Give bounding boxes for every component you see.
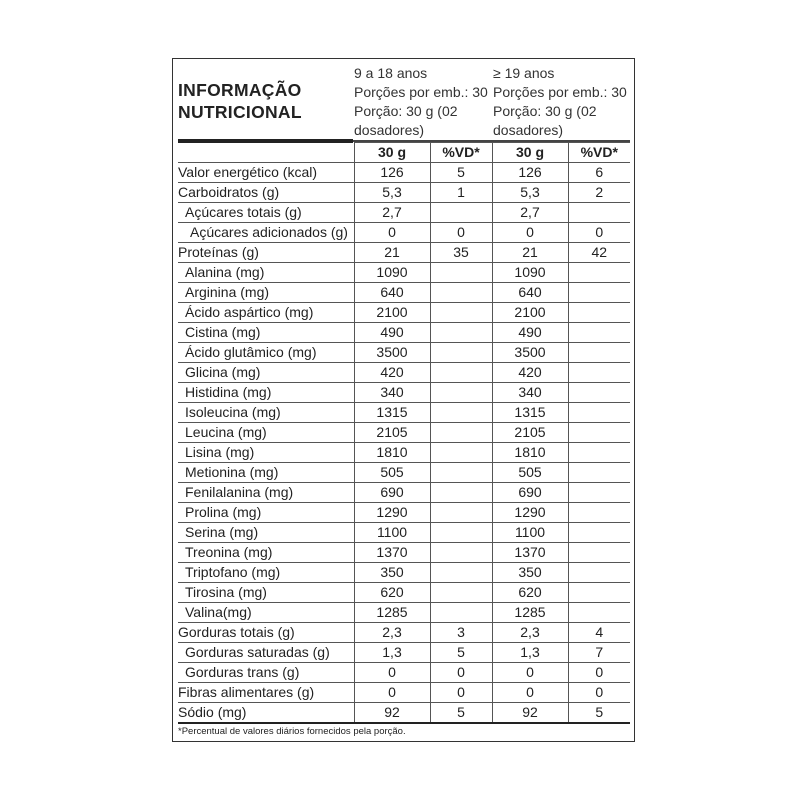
value-amount-9-18: 0 [354,663,430,683]
value-amount-9-18: 21 [354,243,430,263]
nutrient-row [178,483,630,503]
value-dv-19-plus [568,463,630,483]
value-dv-9-18 [430,463,492,483]
nutrient-row [178,643,630,663]
nutrient-row [178,683,630,703]
nutrient-label: Triptofano (mg) [178,563,354,583]
value-dv-9-18: 5 [430,643,492,663]
value-dv-19-plus [568,583,630,603]
column-header-row [178,143,630,163]
value-dv-9-18 [430,263,492,283]
value-dv-19-plus [568,563,630,583]
value-amount-19-plus: 126 [492,163,568,183]
nutrient-label: Valor energético (kcal) [178,163,354,183]
value-dv-19-plus [568,483,630,503]
value-amount-9-18: 2,7 [354,203,430,223]
value-dv-9-18 [430,503,492,523]
value-dv-9-18 [430,423,492,443]
value-amount-19-plus: 1290 [492,503,568,523]
value-amount-19-plus: 1315 [492,403,568,423]
value-amount-9-18: 340 [354,383,430,403]
nutrient-row [178,603,630,623]
age-group-label: ≥ 19 anos [493,65,555,81]
value-dv-19-plus [568,503,630,523]
column-header-amount-2: 30 g [492,143,568,163]
value-amount-19-plus: 620 [492,583,568,603]
value-amount-19-plus: 21 [492,243,568,263]
nutrient-row [178,183,630,203]
value-dv-9-18 [430,283,492,303]
value-dv-9-18 [430,483,492,503]
nutrient-label: Arginina (mg) [178,283,354,303]
value-dv-9-18: 1 [430,183,492,203]
value-amount-9-18: 490 [354,323,430,343]
value-amount-19-plus: 1370 [492,543,568,563]
nutrient-label: Treonina (mg) [178,543,354,563]
nutrition-facts-panel [172,58,635,742]
value-amount-9-18: 3500 [354,343,430,363]
value-amount-19-plus: 3500 [492,343,568,363]
value-amount-9-18: 1810 [354,443,430,463]
value-dv-19-plus: 42 [568,243,630,263]
value-dv-19-plus: 0 [568,683,630,703]
nutrient-label: Valina(mg) [178,603,354,623]
value-dv-9-18 [430,523,492,543]
portion-size-line-2: dosadores) [493,122,564,138]
nutrient-label: Isoleucina (mg) [178,403,354,423]
value-amount-9-18: 420 [354,363,430,383]
value-amount-9-18: 690 [354,483,430,503]
value-amount-9-18: 2100 [354,303,430,323]
nutrient-label: Proteínas (g) [178,243,354,263]
portion-size-line-2: dosadores) [354,122,425,138]
value-amount-9-18: 0 [354,683,430,703]
title-line-2: NUTRICIONAL [178,102,302,122]
value-dv-9-18: 0 [430,663,492,683]
value-dv-19-plus: 2 [568,183,630,203]
value-amount-19-plus: 420 [492,363,568,383]
value-dv-19-plus [568,323,630,343]
value-dv-19-plus [568,303,630,323]
value-amount-9-18: 1285 [354,603,430,623]
nutrient-label: Leucina (mg) [178,423,354,443]
nutrient-label: Metionina (mg) [178,463,354,483]
nutrition-table [178,142,630,724]
value-dv-19-plus: 0 [568,223,630,243]
nutrient-row [178,663,630,683]
nutrient-label: Alanina (mg) [178,263,354,283]
nutrient-label: Fibras alimentares (g) [178,683,354,703]
nutrient-row [178,523,630,543]
value-amount-19-plus: 690 [492,483,568,503]
value-dv-19-plus [568,363,630,383]
value-dv-9-18: 5 [430,163,492,183]
value-dv-19-plus [568,343,630,363]
nutrient-row [178,703,630,724]
value-amount-9-18: 2105 [354,423,430,443]
nutrient-label: Açúcares totais (g) [178,203,354,223]
value-amount-9-18: 92 [354,703,430,724]
value-dv-19-plus: 4 [568,623,630,643]
nutrient-row [178,423,630,443]
nutrient-row [178,283,630,303]
value-amount-19-plus: 1100 [492,523,568,543]
nutrient-row [178,443,630,463]
nutrient-row [178,203,630,223]
value-dv-9-18 [430,323,492,343]
value-dv-19-plus: 0 [568,663,630,683]
nutrient-label: Cistina (mg) [178,323,354,343]
nutrient-row [178,503,630,523]
nutrient-label: Gorduras totais (g) [178,623,354,643]
value-dv-19-plus: 5 [568,703,630,724]
value-dv-19-plus [568,423,630,443]
value-dv-9-18 [430,543,492,563]
nutrient-row [178,163,630,183]
value-amount-19-plus: 505 [492,463,568,483]
value-amount-9-18: 350 [354,563,430,583]
value-dv-9-18: 5 [430,703,492,724]
nutrient-label: Tirosina (mg) [178,583,354,603]
value-amount-9-18: 5,3 [354,183,430,203]
value-amount-19-plus: 2,7 [492,203,568,223]
title-line-1: INFORMAÇÃO [178,80,302,100]
nutrient-label: Carboidratos (g) [178,183,354,203]
value-amount-19-plus: 1,3 [492,643,568,663]
value-dv-19-plus [568,283,630,303]
value-dv-9-18: 3 [430,623,492,643]
value-dv-9-18 [430,603,492,623]
value-amount-19-plus: 0 [492,663,568,683]
nutrient-row [178,583,630,603]
value-dv-19-plus [568,523,630,543]
nutrient-row [178,323,630,343]
nutrient-row [178,343,630,363]
serving-info-9-18 [354,64,488,140]
nutrient-row [178,263,630,283]
value-amount-19-plus: 2,3 [492,623,568,643]
value-amount-19-plus: 0 [492,683,568,703]
nutrient-row [178,303,630,323]
value-dv-9-18 [430,383,492,403]
value-amount-19-plus: 490 [492,323,568,343]
value-amount-19-plus: 1090 [492,263,568,283]
nutrient-label: Ácido glutâmico (mg) [178,343,354,363]
value-dv-9-18: 0 [430,223,492,243]
value-dv-19-plus [568,603,630,623]
value-dv-9-18 [430,403,492,423]
nutrient-label: Prolina (mg) [178,503,354,523]
value-dv-9-18 [430,443,492,463]
nutrient-label: Fenilalanina (mg) [178,483,354,503]
value-amount-9-18: 1370 [354,543,430,563]
value-amount-19-plus: 5,3 [492,183,568,203]
age-group-label: 9 a 18 anos [354,65,428,81]
value-amount-19-plus: 2105 [492,423,568,443]
value-amount-9-18: 2,3 [354,623,430,643]
portion-size-line-1: Porção: 30 g (02 [354,103,458,119]
value-amount-9-18: 1,3 [354,643,430,663]
value-amount-9-18: 1100 [354,523,430,543]
value-amount-19-plus: 1810 [492,443,568,463]
nutrient-label: Histidina (mg) [178,383,354,403]
value-dv-9-18 [430,563,492,583]
value-dv-19-plus: 6 [568,163,630,183]
value-amount-9-18: 1090 [354,263,430,283]
column-header-dv-2: %VD* [568,143,630,163]
value-amount-9-18: 640 [354,283,430,303]
nutrient-row [178,563,630,583]
nutrient-row [178,383,630,403]
panel-title [178,79,302,123]
column-header-dv-1: %VD* [430,143,492,163]
nutrient-label: Glicina (mg) [178,363,354,383]
nutrient-row [178,403,630,423]
portions-per-package: Porções por emb.: 30 [493,84,627,100]
value-dv-19-plus [568,443,630,463]
nutrient-row [178,223,630,243]
value-amount-19-plus: 350 [492,563,568,583]
value-dv-19-plus [568,403,630,423]
value-dv-19-plus [568,263,630,283]
value-amount-9-18: 620 [354,583,430,603]
value-amount-19-plus: 640 [492,283,568,303]
value-amount-9-18: 505 [354,463,430,483]
value-dv-19-plus [568,543,630,563]
value-dv-19-plus [568,383,630,403]
nutrient-label: Gorduras saturadas (g) [178,643,354,663]
value-amount-9-18: 1290 [354,503,430,523]
value-dv-9-18 [430,343,492,363]
nutrient-row [178,623,630,643]
nutrient-label: Sódio (mg) [178,703,354,724]
value-amount-9-18: 0 [354,223,430,243]
value-dv-19-plus [568,203,630,223]
nutrient-label: Ácido aspártico (mg) [178,303,354,323]
nutrient-row [178,543,630,563]
value-dv-9-18: 0 [430,683,492,703]
value-dv-19-plus: 7 [568,643,630,663]
value-dv-9-18 [430,583,492,603]
header-blank-cell [178,143,354,163]
value-amount-19-plus: 2100 [492,303,568,323]
footnote: *Percentual de valores diários fornecidos pela porção. [178,726,406,737]
column-header-amount-1: 30 g [354,143,430,163]
value-amount-19-plus: 340 [492,383,568,403]
nutrient-row [178,463,630,483]
nutrient-label: Açúcares adicionados (g) [178,223,354,243]
value-dv-9-18 [430,363,492,383]
value-dv-9-18 [430,203,492,223]
value-amount-9-18: 126 [354,163,430,183]
portion-size-line-1: Porção: 30 g (02 [493,103,597,119]
value-amount-19-plus: 92 [492,703,568,724]
nutrient-label: Serina (mg) [178,523,354,543]
value-amount-19-plus: 1285 [492,603,568,623]
value-amount-9-18: 1315 [354,403,430,423]
nutrient-row [178,243,630,263]
value-amount-19-plus: 0 [492,223,568,243]
nutrient-label: Lisina (mg) [178,443,354,463]
portions-per-package: Porções por emb.: 30 [354,84,488,100]
serving-info-19-plus [493,64,627,140]
nutrient-row [178,363,630,383]
value-dv-9-18 [430,303,492,323]
value-dv-9-18: 35 [430,243,492,263]
nutrient-label: Gorduras trans (g) [178,663,354,683]
